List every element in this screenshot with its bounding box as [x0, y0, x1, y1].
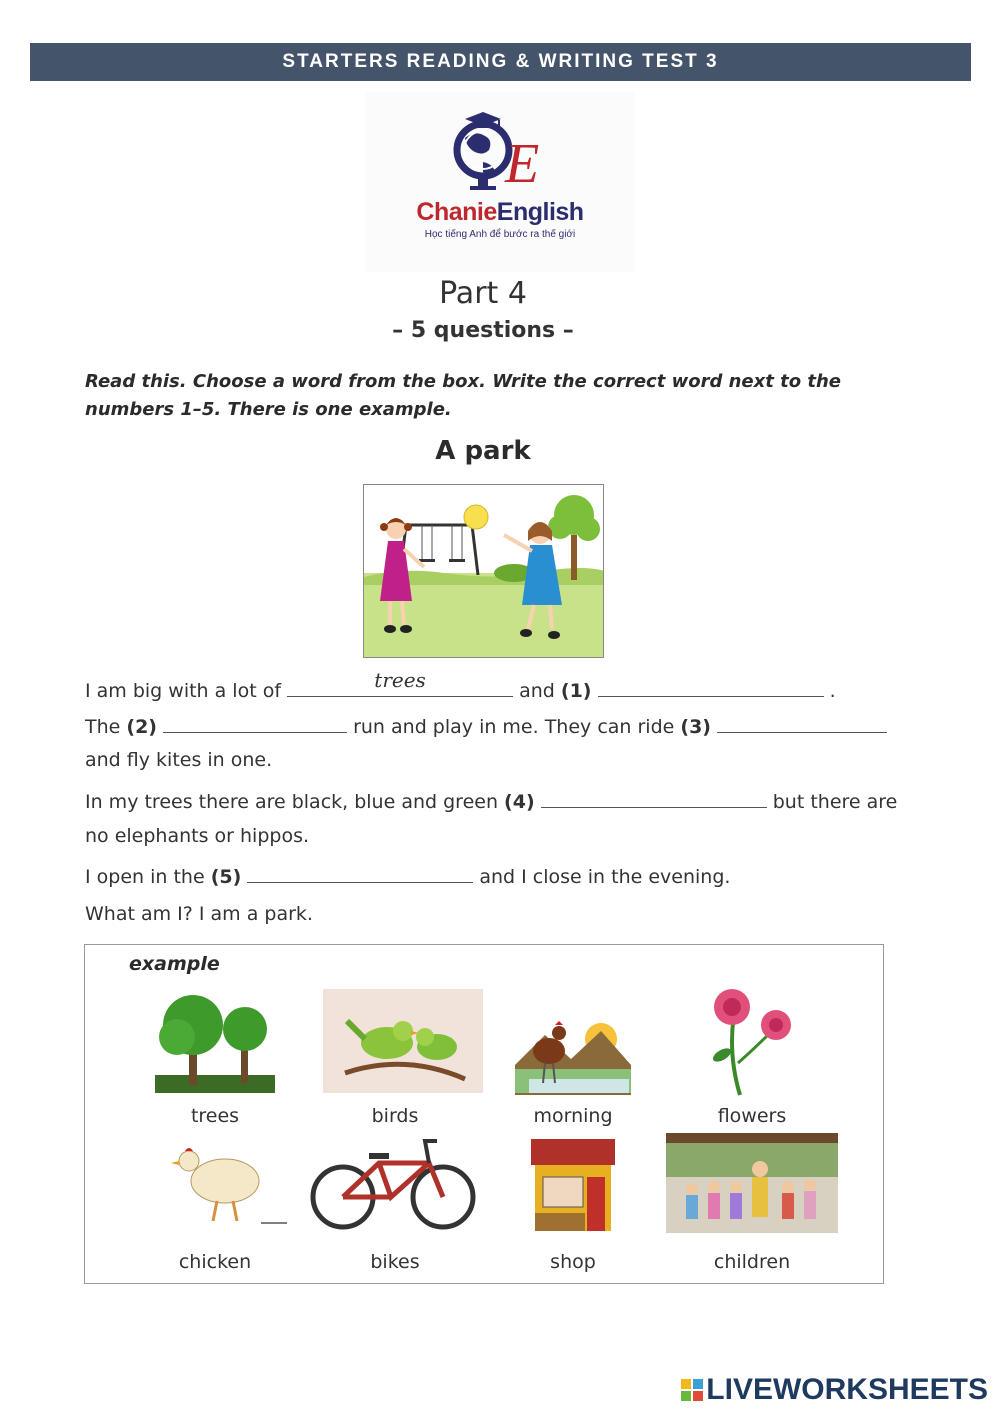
- brand-part-1: Chanie: [416, 198, 497, 226]
- logo-brand-name: [365, 198, 635, 227]
- story-line-7: What am I? I am a park.: [85, 903, 313, 925]
- word-label: morning: [533, 1105, 613, 1127]
- answer-blank-5[interactable]: [247, 864, 473, 883]
- question-number-5: (5): [210, 866, 242, 888]
- story-line-4: [85, 789, 897, 813]
- story-line-6: [85, 864, 730, 888]
- children-icon: [662, 1133, 842, 1233]
- chicken-icon: [125, 1133, 305, 1233]
- bike-icon: [305, 1133, 485, 1233]
- logo-tagline: Học tiếng Anh để bước ra thế giới: [424, 229, 576, 240]
- chanie-english-logo: [365, 92, 635, 272]
- part-title: Part 4: [439, 276, 527, 311]
- word-label: trees: [190, 1105, 240, 1127]
- park-scene-picture: [363, 484, 604, 658]
- liveworksheets-grid-icon: [681, 1379, 703, 1401]
- example-blank: [287, 668, 513, 697]
- answer-blank-2[interactable]: [163, 714, 347, 733]
- question-number-4: (4): [504, 791, 535, 813]
- word-box: [84, 944, 884, 1284]
- word-label: flowers: [717, 1105, 787, 1127]
- story-text: but there are: [772, 791, 898, 813]
- answer-blank-4[interactable]: [541, 789, 767, 808]
- answer-blank-3[interactable]: [717, 714, 887, 733]
- part-subtitle: – 5 questions –: [392, 318, 574, 343]
- header-banner: STARTERS READING & WRITING TEST 3: [30, 43, 971, 81]
- word-label: chicken: [178, 1251, 252, 1273]
- trees-icon: [125, 985, 305, 1097]
- birds-icon: [305, 985, 485, 1097]
- question-number-2: (2): [126, 716, 157, 738]
- story-text: In my trees there are black, blue and green: [85, 791, 498, 813]
- morning-icon: [483, 985, 663, 1097]
- liveworksheets-logo: [681, 1373, 988, 1407]
- instructions: Read this. Choose a word from the box. Write the correct word next to the numbers 1–5. There is one example.: [85, 371, 841, 420]
- word-label: children: [713, 1251, 791, 1273]
- answer-blank-1[interactable]: [598, 678, 824, 697]
- word-label: shop: [550, 1251, 596, 1273]
- story-text: run and play in me. They can ride: [353, 716, 675, 738]
- story-line-2: [85, 714, 887, 738]
- example-label: example: [129, 953, 220, 975]
- story-text: and I close in the evening.: [479, 866, 731, 888]
- girls-playing-ball-icon: [364, 485, 604, 658]
- story-text: and: [519, 680, 555, 702]
- word-label: bikes: [370, 1251, 420, 1273]
- story-line-5: no elephants or hippos.: [85, 825, 310, 847]
- story-line-1: [85, 668, 836, 702]
- story-text: I am big with a lot of: [85, 680, 282, 702]
- question-number-3: (3): [680, 716, 711, 738]
- example-answer: trees: [374, 668, 426, 692]
- flowers-icon: [662, 985, 842, 1097]
- logo-monogram: E: [505, 133, 540, 195]
- word-label: birds: [371, 1105, 419, 1127]
- story-title: A park: [435, 436, 531, 466]
- shop-icon: [483, 1133, 663, 1233]
- question-number-1: (1): [560, 680, 592, 702]
- story-line-3: and fly kites in one.: [85, 749, 273, 771]
- liveworksheets-text: LIVEWORKSHEETS: [706, 1373, 988, 1406]
- logo-emblem-icon: [365, 92, 635, 202]
- story-text: .: [829, 680, 836, 702]
- brand-part-2: English: [496, 198, 584, 226]
- story-text: The: [85, 716, 121, 738]
- story-text: I open in the: [85, 866, 205, 888]
